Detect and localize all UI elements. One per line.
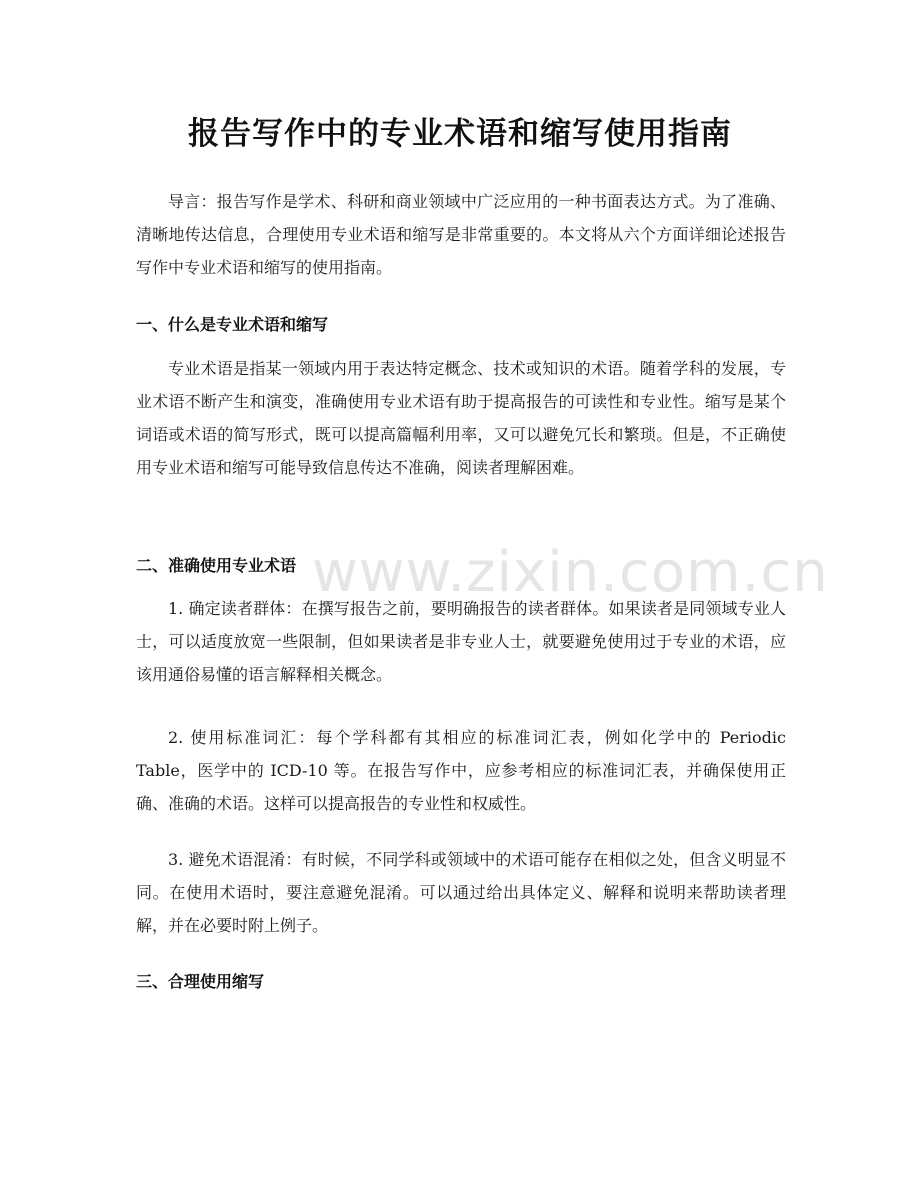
section-2-paragraph-2: 2. 使用标准词汇：每个学科都有其相应的标准词汇表，例如化学中的 Periodic Table，医学中的 ICD-10 等。在报告写作中，应参考相应的标准词汇表，并确保使用正确、准确的术语。这样可以提高报告的专业性和权威性。 (136, 728, 786, 813)
section-2-paragraph-3: 3. 避免术语混淆：有时候，不同学科或领域中的术语可能存在相似之处，但含义明显不同。在使用术语时，要注意避免混淆。可以通过给出具体定义、解释和说明来帮助读者理解，并在必要时附上例子。 (136, 850, 786, 935)
section-heading-1: 一、什么是专业术语和缩写 (136, 315, 329, 334)
section-1-paragraph: 专业术语是指某一领域内用于表达特定概念、技术或知识的术语。随着学科的发展，专业术语不断产生和演变，准确使用专业术语有助于提高报告的可读性和专业性。缩写是某个词语或术语的简写形式，既可以提高篇幅利用率，又可以避免冗长和繁琐。但是，不正确使用专业术语和缩写可能导致信息传达不准确，阅读者理解困难。 (136, 359, 786, 477)
section-2-paragraph-1: 1. 确定读者群体：在撰写报告之前，要明确报告的读者群体。如果读者是同领域专业人士，可以适度放宽一些限制，但如果读者是非专业人士，就要避免使用过于专业的术语，应该用通俗易懂的语言解释相关概念。 (136, 599, 786, 684)
watermark: www.zixin.com.cn (312, 540, 829, 605)
document-title: 报告写作中的专业术语和缩写使用指南 (188, 116, 732, 152)
intro-paragraph: 导言：报告写作是学术、科研和商业领域中广泛应用的一种书面表达方式。为了准确、清晰地传达信息，合理使用专业术语和缩写是非常重要的。本文将从六个方面详细论述报告写作中专业术语和缩写的使用指南。 (136, 192, 786, 277)
section-heading-2: 二、准确使用专业术语 (136, 556, 297, 575)
section-heading-3: 三、合理使用缩写 (136, 972, 265, 991)
